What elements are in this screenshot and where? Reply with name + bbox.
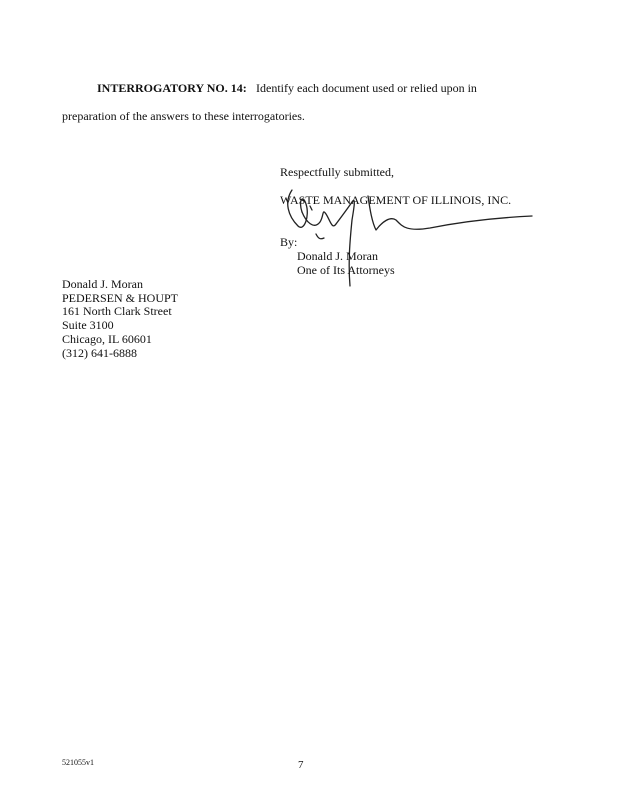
- by-label: By:: [280, 235, 298, 249]
- signer-role: One of Its Attorneys: [297, 263, 395, 277]
- phone-number: (312) 641-6888: [62, 346, 137, 360]
- company-name: WASTE MANAGEMENT OF ILLINOIS, INC.: [280, 193, 512, 207]
- firm-name: PEDERSEN & HOUPT: [62, 291, 179, 305]
- signature-icon: [270, 186, 540, 296]
- interrogatory-text-line-2: preparation of the answers to these interrogatories.: [62, 109, 305, 123]
- interrogatory-heading: INTERROGATORY NO. 14:: [97, 81, 247, 95]
- closing-text: Respectfully submitted,: [280, 165, 394, 179]
- city-state-zip: Chicago, IL 60601: [62, 332, 152, 346]
- signer-name: Donald J. Moran: [297, 249, 378, 263]
- street-address: 161 North Clark Street: [62, 304, 172, 318]
- suite-number: Suite 3100: [62, 318, 114, 332]
- interrogatory-text-line-1: Identify each document used or relied upon in: [256, 81, 477, 95]
- document-id: 521055v1: [62, 758, 94, 767]
- page-number: 7: [298, 759, 304, 771]
- attorney-name: Donald J. Moran: [62, 277, 143, 291]
